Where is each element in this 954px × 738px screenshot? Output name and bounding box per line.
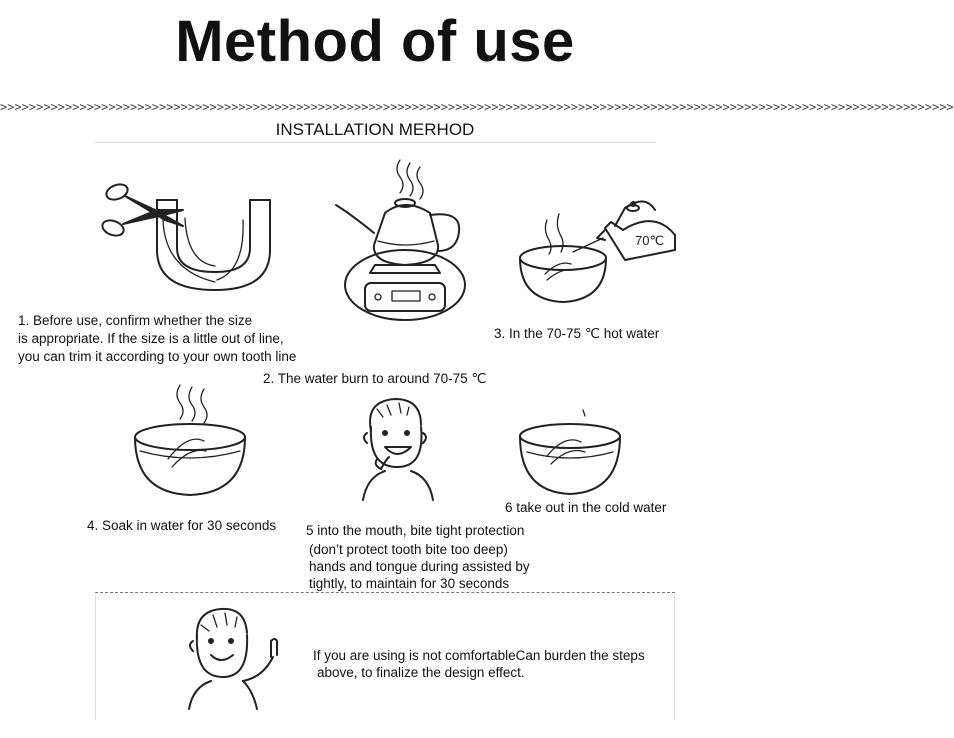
- step1-caption-line2: is appropriate. If the size is a little out of line,: [18, 331, 284, 346]
- scissors-icon: [100, 182, 183, 239]
- step5-caption-line4: tightly, to maintain for 30 seconds: [309, 576, 510, 591]
- steam-icon: [545, 214, 563, 254]
- section-dashed-divider: [95, 592, 675, 593]
- steam-icon: [397, 160, 423, 199]
- kettle-temperature-label: 70℃: [635, 233, 665, 248]
- step5-caption-line2: (don’t protect tooth bite too deep): [309, 542, 508, 557]
- kettle-icon: [597, 201, 675, 260]
- step5-caption-line3: hands and tongue during assisted by: [309, 559, 530, 574]
- cold-water-bowl-illustration: [515, 408, 625, 498]
- step3-caption: 3. In the 70-75 ℃ hot water: [494, 326, 660, 341]
- step4-caption: 4. Soak in water for 30 seconds: [87, 518, 277, 533]
- bowl-icon: [520, 246, 606, 302]
- child-icon: [189, 609, 277, 709]
- step2-caption: 2. The water burn to around 70-75 ℃: [263, 371, 487, 386]
- footer-note-line2: above, to finalize the design effect.: [317, 665, 525, 680]
- chevron-divider: >>>>>>>>>>>>>>>>>>>>>>>>>>>>>>>>>>>>>>>>>>>>>>>>>>>>>>>>>>>>>>>>>>>>>>>>>>>>>>>>>>>>>>>>>>>>>>>>>>>>>>>>>>>>>>>>>>>>>>>>>>>>>>>>>>>>: [0, 100, 954, 114]
- footer-note-line1: If you are using is not comfortableCan burden the steps: [313, 648, 645, 663]
- step1-caption-line1: 1. Before use, confirm whether the size: [18, 313, 253, 328]
- footer-left-border: [95, 596, 96, 720]
- top-divider: [95, 142, 655, 143]
- step1-caption-line3: you can trim it according to your own tooth line: [18, 349, 297, 364]
- mouthguard-icon: [157, 200, 270, 290]
- child-icon: [363, 399, 433, 500]
- steam-icon: [177, 385, 207, 423]
- bowl-icon: [520, 424, 620, 494]
- scissors-mouthguard-illustration: [95, 180, 285, 305]
- stove-icon: [345, 250, 465, 320]
- soak-bowl-illustration: [130, 385, 250, 500]
- page-title: Method of use: [175, 9, 575, 74]
- pour-hot-water-illustration: [515, 190, 685, 315]
- kettle-icon: [336, 199, 459, 265]
- child-bite-illustration: [355, 395, 445, 500]
- child-pointing-illustration: [183, 605, 293, 715]
- step6-caption: 6 take out in the cold water: [505, 500, 667, 515]
- kettle-stove-illustration: [330, 155, 470, 325]
- section-subtitle: INSTALLATION MERHOD: [275, 120, 475, 139]
- bowl-icon: [135, 424, 245, 495]
- step5-caption-line1: 5 into the mouth, bite tight protection: [306, 523, 525, 538]
- footer-right-border: [674, 596, 675, 720]
